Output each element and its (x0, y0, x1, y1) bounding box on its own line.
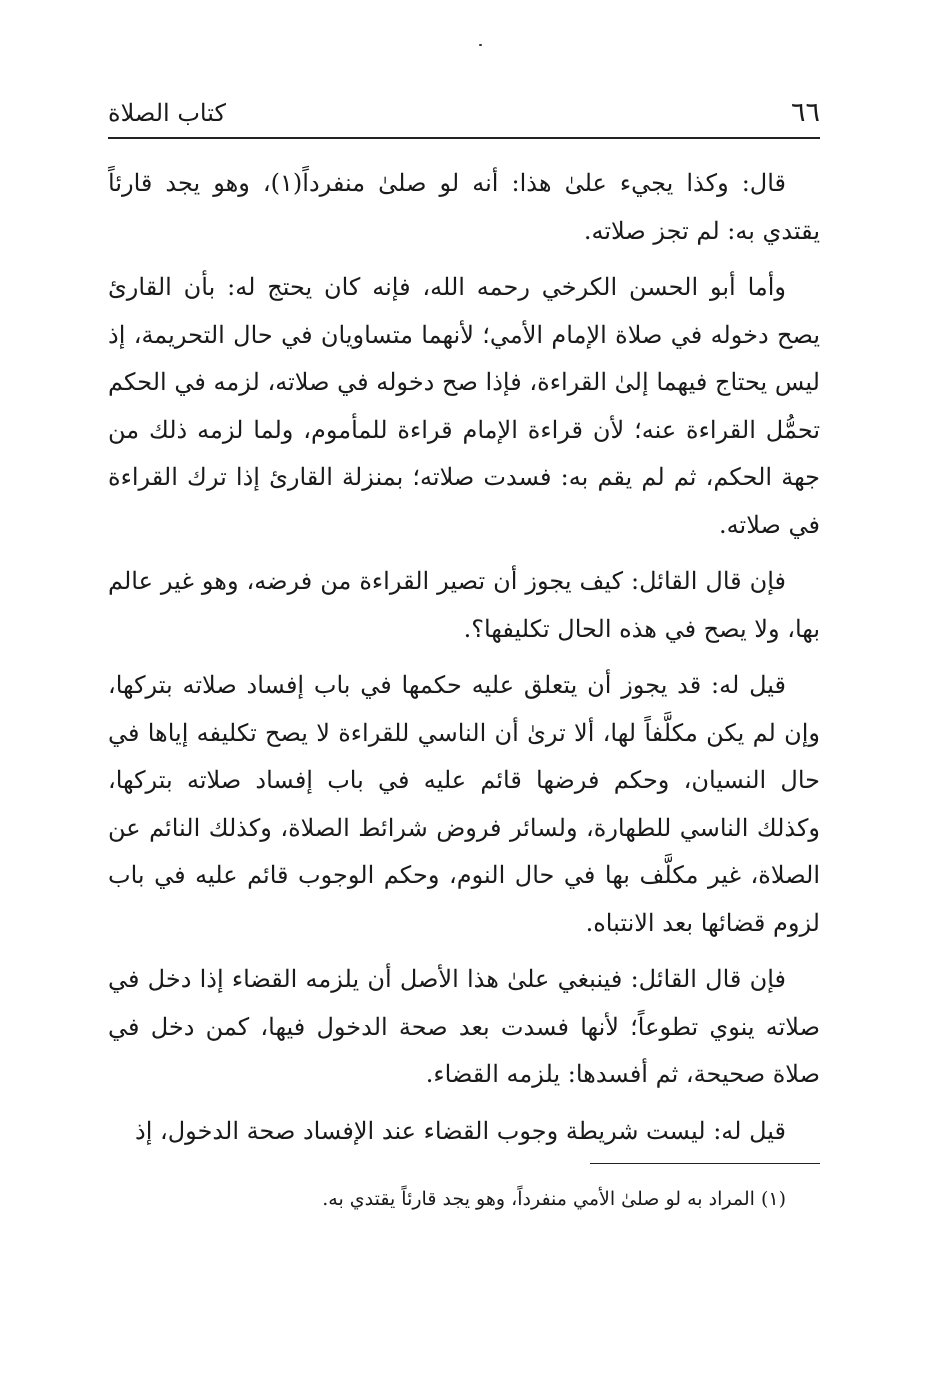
page-header (108, 96, 820, 136)
print-speck (479, 44, 482, 46)
paragraph: فإن قال القائل: فينبغي علىٰ هذا الأصل أن يلزمه القضاء إذا دخل في صلاته ينوي تطوعاً؛ لأنها فسدت بعد صحة الدخول فيها، كمن دخل في صلاة صحيحة، ثم أفسدها: يلزمه القضاء. (108, 965, 820, 1088)
header-rule (108, 137, 820, 139)
footnote-rule (590, 1163, 820, 1164)
running-title: كتاب الصلاة (108, 99, 226, 127)
main-text (108, 160, 820, 1164)
paragraph: فإن قال القائل: كيف يجوز أن تصير القراءة من فرضه، وهو غير عالم بها، ولا يصح في هذه الحال تكليفها؟. (108, 567, 820, 643)
paragraph: قيل له: ليست شريطة وجوب القضاء عند الإفساد صحة الدخول، إذ (135, 1116, 786, 1145)
footnote: (١) المراد به لو صلىٰ الأمي منفرداً، وهو يجد قارئاً يقتدي به. (322, 1188, 786, 1210)
page-number: ٦٦ (790, 97, 820, 128)
paragraph: قال: وكذا يجيء علىٰ هذا: أنه لو صلىٰ منفرداً(١)، وهو يجد قارئاً يقتدي به: لم تجز صلاته. (108, 169, 820, 245)
paragraph: وأما أبو الحسن الكرخي رحمه الله، فإنه كان يحتج له: بأن القارئ يصح دخوله في صلاة الإمام الأمي؛ لأنهما متساويان في حال التحريمة، إذ ليس يحتاج فيهما إلىٰ القراءة، فإذا صح دخوله في صلاته، لزمه في الحكم تحمُّل القراءة عنه؛ لأن قراءة الإمام قراءة للمأموم، ولما لزمه ذلك من جهة الحكم، ثم لم يقم به: فسدت صلاته؛ بمنزلة القارئ إذا ترك القراءة في صلاته. (108, 273, 820, 539)
paragraph: قيل له: قد يجوز أن يتعلق عليه حكمها في باب إفساد صلاته بتركها، وإن لم يكن مكلَّفاً لها، ألا ترىٰ أن الناسي للقراءة لا يصح تكليفه إياها في حال النسيان، وحكم فرضها قائم عليه في باب إفساد صلاته بتركها، وكذلك الناسي للطهارة، ولسائر فروض شرائط الصلاة، وكذلك النائم عن الصلاة، غير مكلَّف بها في حال النوم، وحكم الوجوب قائم عليه في باب لزوم قضائها بعد الانتباه. (108, 671, 821, 937)
